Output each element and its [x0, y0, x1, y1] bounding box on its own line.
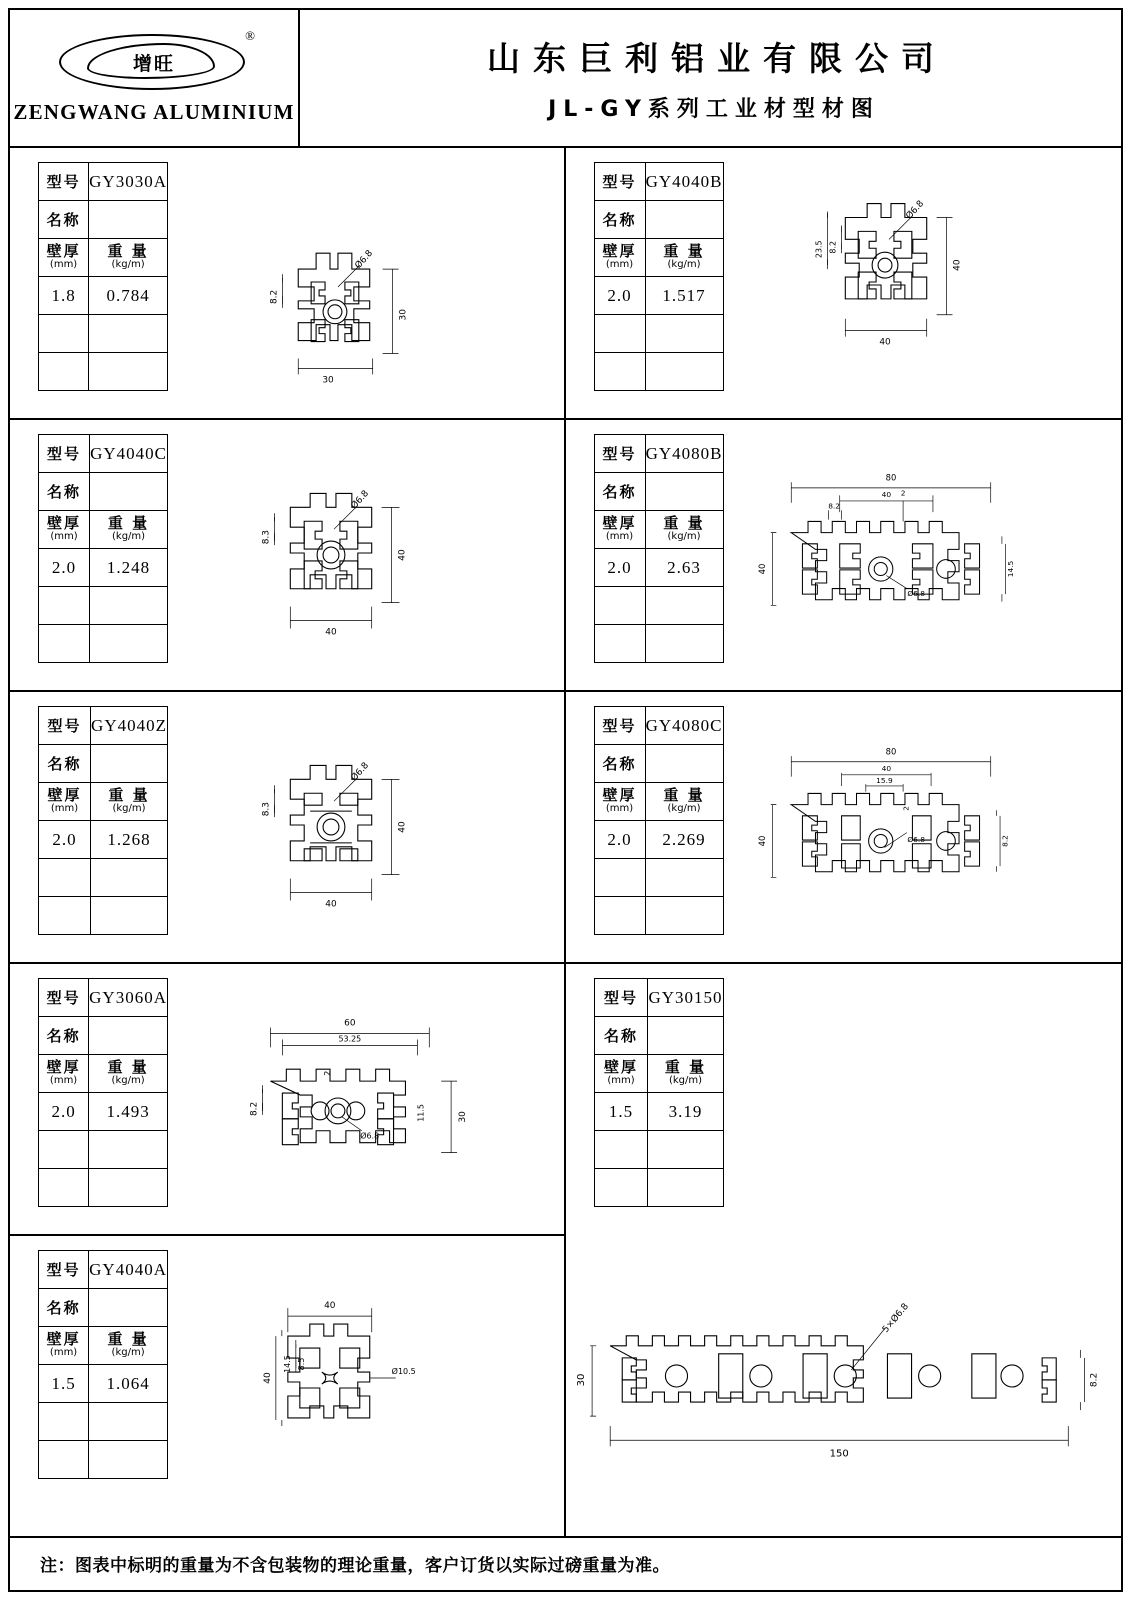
profile-cell-gy4040z [10, 692, 564, 964]
spec-table [38, 162, 168, 391]
dim-slot: 8.5 [296, 1357, 306, 1371]
spec-table [38, 1250, 168, 1479]
value-weight: 1.268 [91, 821, 168, 859]
label-weight: 重 量 (kg/m) [645, 511, 723, 549]
value-weight: 2.63 [645, 549, 723, 587]
label-thickness: 壁厚 (mm) [39, 511, 90, 549]
profile-cell-gy3060a [10, 964, 564, 1236]
dim-width: 40 [324, 1301, 336, 1312]
dim-height: 30 [575, 1373, 587, 1387]
spec-empty-cell [89, 1403, 168, 1441]
value-name [89, 1289, 168, 1327]
spec-empty-cell [39, 587, 90, 625]
label-thickness: 壁厚 (mm) [39, 1055, 89, 1093]
dim-slot: 8.3 [261, 802, 272, 817]
page-header [10, 10, 1121, 148]
spec-empty-cell [645, 859, 723, 897]
dim-wall: 2 [323, 1070, 333, 1076]
label-name: 名称 [594, 201, 645, 239]
spec-empty-cell [90, 587, 168, 625]
spec-table [38, 434, 168, 663]
profile-drawing-gy30150 [570, 1244, 1118, 1528]
spec-empty-cell [91, 859, 168, 897]
dim-slot: 8.2 [827, 240, 837, 254]
dim-slot: 8.3 [261, 530, 272, 545]
value-model: GY4040Z [91, 707, 168, 745]
spec-table [594, 162, 724, 391]
value-thickness: 1.5 [594, 1093, 648, 1131]
dim-width: 40 [325, 899, 337, 910]
value-model: GY3030A [89, 163, 168, 201]
logo-english-text: ZENGWANG ALUMINIUM [13, 99, 295, 124]
profile-cell-gy3030a [10, 148, 564, 420]
brand-logo-icon [59, 27, 255, 94]
spec-table [38, 978, 168, 1207]
spec-empty-cell [594, 859, 645, 897]
value-thickness: 2.0 [39, 821, 91, 859]
label-thickness: 壁厚 (mm) [594, 511, 645, 549]
profile-drawing-gy4080b [726, 420, 1118, 690]
dim-hole: Ø6.8 [360, 1131, 380, 1141]
value-name [645, 201, 723, 239]
spec-empty-cell [594, 353, 645, 391]
document-subtitle: JL-GY系列工业材型材图 [548, 97, 880, 122]
dim-height: 40 [262, 1372, 273, 1384]
label-weight: 重 量 (kg/m) [91, 783, 168, 821]
spec-empty-cell [39, 1403, 89, 1441]
label-name: 名称 [39, 1017, 89, 1055]
dim-inner: 40 [881, 764, 891, 774]
value-weight: 1.248 [90, 549, 168, 587]
profile-drawing-gy4040a [170, 1236, 560, 1536]
spec-empty-cell [39, 897, 91, 935]
profile-cell-gy4040a [10, 1236, 564, 1536]
spec-empty-cell [594, 897, 645, 935]
label-model: 型号 [39, 435, 90, 473]
dim-hole: Ø10.5 [391, 1367, 416, 1377]
value-thickness: 2.0 [39, 1093, 89, 1131]
label-thickness: 壁厚 (mm) [39, 1327, 89, 1365]
company-name: 山东巨利铝业有限公司 [487, 39, 947, 78]
dim-slot: 8.2 [269, 289, 280, 304]
profile-cell-gy4080b [566, 420, 1122, 692]
dim-slot: 8.2 [1000, 835, 1010, 847]
profile-drawing-gy4080c [726, 692, 1118, 962]
dim-hole: Ø6.8 [906, 589, 925, 599]
dim-mid: 23.5 [813, 240, 823, 259]
grid-column-left [10, 148, 566, 1536]
value-name [645, 745, 723, 783]
label-weight: 重 量 (kg/m) [645, 239, 723, 277]
value-thickness: 2.0 [594, 821, 645, 859]
value-thickness: 2.0 [39, 549, 90, 587]
title-cell [300, 10, 1121, 146]
profile-drawing-gy4040c [170, 420, 560, 690]
label-weight: 重 量 (kg/m) [90, 511, 168, 549]
value-model: GY4040C [90, 435, 168, 473]
label-name: 名称 [594, 473, 645, 511]
label-name: 名称 [39, 201, 89, 239]
logo-chinese-text: 增旺 [132, 52, 176, 75]
label-thickness: 壁厚 (mm) [594, 239, 645, 277]
value-thickness: 1.8 [39, 277, 89, 315]
profile-drawing-gy3060a [170, 964, 560, 1234]
profile-cell-gy4040c [10, 420, 564, 692]
spec-empty-cell [39, 625, 90, 663]
spec-table [594, 978, 724, 1207]
spec-empty-cell [645, 587, 723, 625]
spec-empty-cell [91, 897, 168, 935]
profile-grid [10, 148, 1121, 1536]
label-model: 型号 [594, 435, 645, 473]
value-weight: 1.517 [645, 277, 723, 315]
profile-drawing-gy3030a [170, 148, 560, 418]
datasheet-page [8, 8, 1123, 1592]
grid-column-right [566, 148, 1122, 1536]
dim-height: 40 [756, 563, 767, 575]
dim-inner: 53.25 [338, 1034, 362, 1044]
dim-inner2: 15.9 [875, 776, 893, 786]
value-model: GY30150 [648, 979, 723, 1017]
dim-width: 40 [325, 627, 337, 638]
spec-empty-cell [648, 1131, 723, 1169]
dim-height: 40 [951, 259, 962, 271]
profile-cell-gy4040b [566, 148, 1122, 420]
dim-slot: 8.2 [827, 501, 840, 511]
spec-empty-cell [89, 1131, 168, 1169]
dim-height: 40 [397, 821, 408, 833]
dim-mid: 11.5 [416, 1104, 426, 1122]
profile-cell-gy4080c [566, 692, 1122, 964]
spec-empty-cell [39, 353, 89, 391]
value-name [648, 1017, 723, 1055]
label-model: 型号 [39, 1251, 89, 1289]
spec-empty-cell [39, 1169, 89, 1207]
spec-empty-cell [648, 1169, 723, 1207]
footer-note [10, 1536, 1121, 1588]
dim-inner: 40 [881, 490, 891, 500]
spec-empty-cell [645, 625, 723, 663]
dim-width: 150 [829, 1448, 849, 1460]
spec-empty-cell [594, 315, 645, 353]
label-name: 名称 [39, 473, 90, 511]
dim-height: 30 [458, 1111, 469, 1123]
value-thickness: 2.0 [594, 549, 645, 587]
label-model: 型号 [594, 707, 645, 745]
label-weight: 重 量 (kg/m) [648, 1055, 723, 1093]
label-weight: 重 量 (kg/m) [89, 239, 168, 277]
value-name [91, 745, 168, 783]
value-weight: 1.064 [89, 1365, 168, 1403]
spec-table [594, 434, 724, 663]
footer-note-text: 注：图表中标明的重量为不含包装物的理论重量，客户订货以实际过磅重量为准。 [40, 1555, 670, 1576]
dim-mid: 14.5 [1005, 560, 1015, 578]
value-model: GY4040B [645, 163, 723, 201]
dim-height: 30 [398, 309, 409, 321]
dim-width: 60 [344, 1018, 356, 1029]
spec-empty-cell [39, 315, 89, 353]
value-model: GY4080C [645, 707, 723, 745]
spec-empty-cell [89, 315, 168, 353]
value-model: GY4080B [645, 435, 723, 473]
label-model: 型号 [39, 979, 89, 1017]
spec-empty-cell [645, 897, 723, 935]
label-thickness: 壁厚 (mm) [594, 1055, 648, 1093]
label-model: 型号 [39, 707, 91, 745]
label-thickness: 壁厚 (mm) [594, 783, 645, 821]
label-model: 型号 [594, 979, 648, 1017]
value-name [645, 473, 723, 511]
value-weight: 3.19 [648, 1093, 723, 1131]
dim-width: 40 [878, 337, 891, 348]
dim-height: 40 [397, 549, 408, 561]
dim-slot: 8.2 [1088, 1372, 1099, 1388]
spec-empty-cell [39, 1441, 89, 1479]
spec-empty-cell [594, 1169, 648, 1207]
label-name: 名称 [39, 745, 91, 783]
value-name [89, 201, 168, 239]
label-model: 型号 [39, 163, 89, 201]
value-name [90, 473, 168, 511]
dim-hole: Ø6.8 [906, 834, 925, 844]
spec-empty-cell [594, 587, 645, 625]
spec-empty-cell [594, 625, 645, 663]
spec-empty-cell [645, 315, 723, 353]
dim-height: 40 [756, 835, 767, 847]
profile-drawing-gy4040b [726, 148, 1118, 418]
dim-wall: 2 [901, 805, 911, 811]
label-name: 名称 [39, 1289, 89, 1327]
logo-cell [10, 10, 300, 146]
dim-hole: 5×Ø6.8 [880, 1301, 911, 1335]
spec-table [594, 706, 724, 935]
spec-empty-cell [594, 1131, 648, 1169]
dim-width: 80 [885, 472, 896, 483]
dim-hole: Ø6.8 [349, 488, 372, 512]
spec-empty-cell [89, 1441, 168, 1479]
dim-slot: 8.2 [249, 1101, 260, 1117]
value-thickness: 1.5 [39, 1365, 89, 1403]
label-model: 型号 [594, 163, 645, 201]
value-weight: 1.493 [89, 1093, 168, 1131]
label-weight: 重 量 (kg/m) [89, 1055, 168, 1093]
label-weight: 重 量 (kg/m) [645, 783, 723, 821]
dim-width: 80 [885, 746, 896, 757]
value-model: GY3060A [89, 979, 168, 1017]
dim-hole: Ø6.8 [353, 248, 376, 272]
dim-hole: Ø6.8 [349, 760, 372, 784]
profile-drawing-gy4040z [170, 692, 560, 962]
dim-hole: Ø6.8 [903, 198, 926, 222]
value-weight: 2.269 [645, 821, 723, 859]
dim-mid: 14.5 [282, 1355, 292, 1373]
value-model: GY4040A [89, 1251, 168, 1289]
label-name: 名称 [594, 745, 645, 783]
spec-table [38, 706, 168, 935]
value-thickness: 2.0 [594, 277, 645, 315]
label-name: 名称 [594, 1017, 648, 1055]
spec-empty-cell [39, 859, 91, 897]
profile-cell-gy30150 [566, 964, 1122, 1536]
spec-empty-cell [90, 625, 168, 663]
spec-empty-cell [89, 1169, 168, 1207]
spec-empty-cell [89, 353, 168, 391]
registered-trademark-icon: ® [245, 27, 255, 43]
spec-empty-cell [645, 353, 723, 391]
label-thickness: 壁厚 (mm) [39, 783, 91, 821]
dim-width: 30 [322, 375, 334, 386]
label-thickness: 壁厚 (mm) [39, 239, 89, 277]
value-weight: 0.784 [89, 277, 168, 315]
label-weight: 重 量 (kg/m) [89, 1327, 168, 1365]
dim-wall: 2 [900, 488, 905, 498]
spec-empty-cell [39, 1131, 89, 1169]
value-name [89, 1017, 168, 1055]
